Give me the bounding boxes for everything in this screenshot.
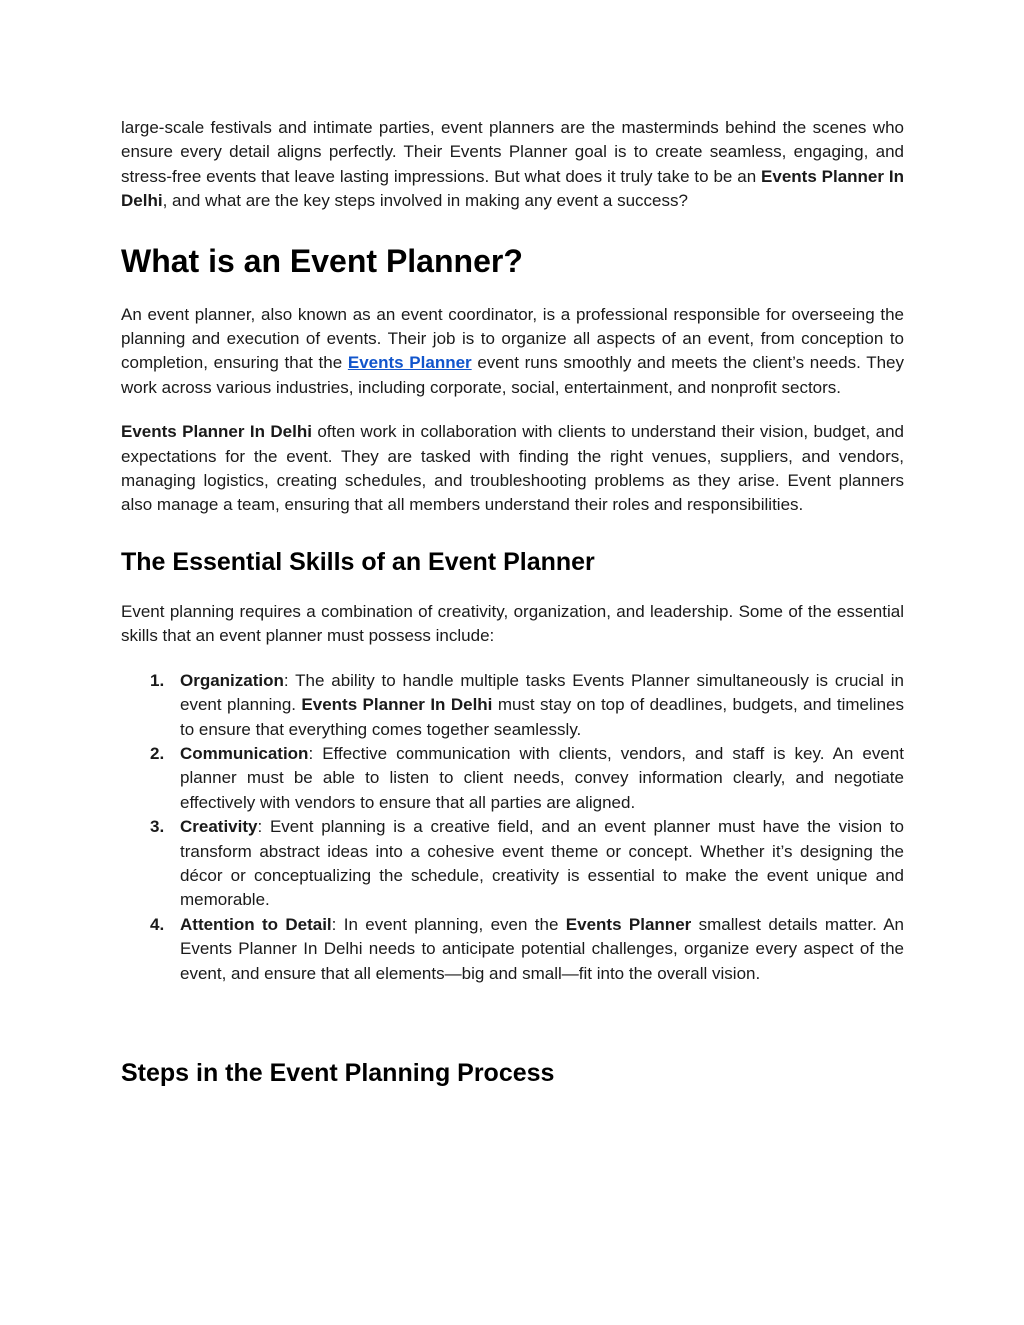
skill-text: : The ability to handle multiple tasks Events Planner simultaneously is crucial in event planning. [180,670,904,715]
delhi-paragraph [121,420,904,518]
definition-text-end: event runs smoothly and meets the client’s needs. They work across various industries, including corporate, social, entertainment, and nonprofit sectors. [121,353,904,397]
skills-list [121,669,904,986]
intro-bold-keyword: Events Planner In Delhi [121,166,904,211]
skill-bold-keyword: Events Planner In Delhi [301,695,493,715]
skill-item-attention-to-detail [150,913,905,986]
skill-item-creativity [150,815,904,913]
delhi-bold-keyword: Events Planner In Delhi [121,422,312,442]
intro-text-end: , and what are the key steps involved in making any event a success? [162,191,688,211]
list-number: 4. [150,914,165,934]
skill-title: Organization [180,670,284,690]
skill-item-communication [150,742,904,815]
skill-title: Attention to Detail [180,914,332,934]
skill-text: : Effective communication with clients, vendors, and staff is key. An event planner must be able to listen to client needs, convey information clearly, and negotiate effectively with vendors to ensure that all parties are aligned. [180,743,904,812]
skill-bold-keyword: Events Planner [565,914,692,934]
heading-essential-skills: The Essential Skills of an Event Planner [121,547,595,576]
list-number: 3. [150,817,165,837]
list-number: 1. [150,670,165,690]
events-planner-link[interactable]: Events Planner [347,353,472,373]
skill-item-organization [150,669,904,742]
heading-steps-in-planning-process: Steps in the Event Planning Process [121,1058,555,1087]
skill-text-end: must stay on top of deadlines, budgets, and timelines to ensure that everything comes together seamlessly. [180,695,904,739]
heading-what-is-event-planner: What is an Event Planner? [121,242,523,279]
skill-title: Creativity [180,817,258,837]
skill-text: : In event planning, even the [331,914,566,934]
intro-paragraph [121,116,904,214]
definition-paragraph [121,303,904,401]
intro-text: large-scale festivals and intimate parties, event planners are the masterminds behind the scenes who ensure every detail aligns perfectly. Their Events Planner goal is to create seamless, engaging, and stress-free events that leave lasting impressions. But what does it truly take to be an [121,118,904,186]
skill-title: Communication [180,743,309,763]
document-page [121,116,904,1089]
delhi-text: often work in collaboration with clients to understand their vision, budget, and expectations for the event. They are tasked with finding the right venues, suppliers, and vendors, managing logistics, creating schedules, and troubleshooting problems as they arise. Event planners also manage a team, ensuring that all members understand their roles and responsibilities. [121,422,904,515]
list-number: 2. [150,743,165,763]
definition-text: An event planner, also known as an event coordinator, is a professional responsible for overseeing the planning and execution of events. Their job is to organize all aspects of an event, from conception to completion, ensuring that the [121,304,904,373]
skill-text: : Event planning is a creative field, and an event planner must have the vision to transform abstract ideas into a cohesive event theme or concept. Whether it’s designing the décor or conceptualizing the schedule, creativity is essential to make the event unique and memorable. [180,817,904,910]
skills-intro-paragraph: Event planning requires a combination of creativity, organization, and leadership. Some of the essential skills that an event planner must possess include: [121,601,904,646]
skill-text-end: smallest details matter. An Events Planner In Delhi needs to anticipate potential challenges, organize every aspect of the event, and ensure that all elements—big and small—fit into the overall vision. [180,914,905,983]
